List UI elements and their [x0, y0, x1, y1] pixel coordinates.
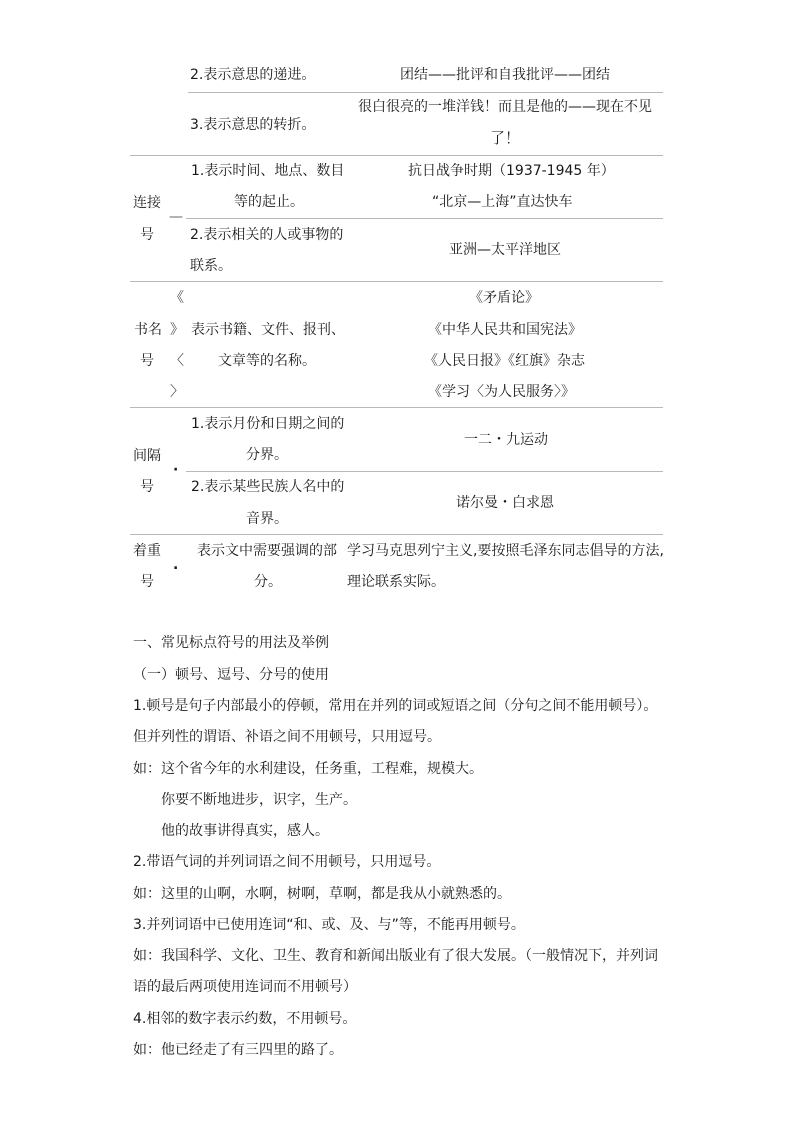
body-line: 4.相邻的数字表示约数，不用顿号。: [133, 1011, 357, 1027]
body-line: 3.并列词语中已使用连词“和、或、及、与”等，不能再用顿号。: [133, 917, 525, 933]
body-line: 1.顿号是句子内部最小的停顿，常用在并列的词或短语之间（分句之间不能用顿号）。: [133, 698, 658, 714]
row-example: 诺尔曼・白求恩: [456, 495, 554, 511]
subsection-heading: （一）顿号、逗号、分号的使用: [133, 667, 329, 683]
table-rule: [130, 534, 663, 535]
row-desc: 1.表示月份和日期之间的: [191, 416, 345, 432]
mark-name: 间隔: [133, 448, 161, 464]
body-line: 2.带语气词的并列词语之间不用顿号，只用逗号。: [133, 854, 441, 870]
row-example: 抗日战争时期（1937-1945 年）: [408, 163, 615, 179]
body-line: 如：这个省今年的水利建设，任务重，工程难，规模大。: [133, 761, 483, 777]
table-rule: [186, 218, 663, 219]
row-example: 亚洲—太平洋地区: [449, 242, 561, 258]
row-example: 《学习〈为人民服务〉》: [428, 384, 575, 400]
row-example: 《中华人民共和国宪法》: [428, 322, 582, 338]
mark-symbol: ·: [173, 462, 179, 478]
row-example: 了！: [490, 129, 521, 147]
body-line: 但并列性的谓语、补语之间不用顿号，只用逗号。: [133, 729, 441, 745]
row-desc: 分。: [254, 574, 282, 590]
mark-name: 号: [140, 227, 154, 243]
row-desc: 分界。: [246, 447, 288, 463]
body-line: 语的最后两项使用连词而不用顿号）: [133, 979, 357, 995]
row-example: 《人民日报》《红旗》杂志: [424, 353, 585, 369]
row-example: 很白很亮的一堆洋钱！而且是他的——现在不见: [358, 99, 652, 115]
row-desc: 文章等的名称。: [218, 353, 316, 369]
row-desc: 音界。: [246, 511, 288, 527]
table-rule: [130, 281, 663, 282]
body-line: 他的故事讲得真实，感人。: [161, 823, 329, 839]
row-example: 理论联系实际。: [347, 574, 445, 590]
row-example: 一二・九运动: [464, 432, 548, 448]
mark-name: 书名: [134, 322, 162, 338]
mark-symbol: 〈: [170, 353, 184, 369]
row-example: 团结——批评和自我批评——团结: [400, 67, 610, 83]
mark-symbol: .: [173, 557, 179, 573]
body-line: 如：我国科学、文化、卫生、教育和新闻出版业有了很大发展。（一般情况下，并列词: [133, 948, 658, 964]
table-rule: [188, 92, 663, 93]
row-desc: 2.表示某些民族人名中的: [191, 479, 345, 495]
mark-name: 号: [140, 353, 154, 369]
row-example: 《矛盾论》: [469, 290, 539, 306]
body-line: 如：他已经走了有三四里的路了。: [133, 1042, 343, 1058]
row-desc: 表示书籍、文件、报刊、: [191, 322, 345, 338]
table-rule: [130, 155, 663, 156]
mark-symbol: 〉: [170, 384, 184, 400]
body-line: 如：这里的山啊，水啊，树啊，草啊，都是我从小就熟悉的。: [133, 886, 511, 902]
mark-symbol: —: [169, 209, 183, 225]
section-heading: 一、常见标点符号的用法及举例: [133, 635, 329, 651]
row-example: 学习马克思列宁主义,要按照毛泽东同志倡导的方法,: [347, 543, 664, 559]
mark-name: 号: [140, 574, 154, 590]
row-desc: 表示文中需要强调的部: [197, 543, 337, 559]
mark-symbol: 《: [170, 290, 184, 306]
mark-name: 着重: [133, 543, 161, 559]
table-rule: [130, 407, 663, 408]
row-desc: 3.表示意思的转折。: [190, 117, 316, 133]
mark-symbol: 》: [170, 322, 184, 338]
mark-name: 号: [140, 479, 154, 495]
row-desc: 2.表示意思的递进。: [190, 67, 316, 83]
row-desc: 2.表示相关的人或事物的: [190, 227, 344, 243]
row-desc: 联系。: [190, 258, 232, 274]
row-example: “北京—上海”直达快车: [432, 194, 573, 210]
mark-name: 连接: [133, 195, 161, 211]
row-desc: 1.表示时间、地点、数目: [191, 163, 345, 179]
row-desc: 等的起止。: [234, 194, 304, 210]
body-line: 你要不断地进步，识字，生产。: [161, 792, 357, 808]
table-rule: [186, 471, 663, 472]
